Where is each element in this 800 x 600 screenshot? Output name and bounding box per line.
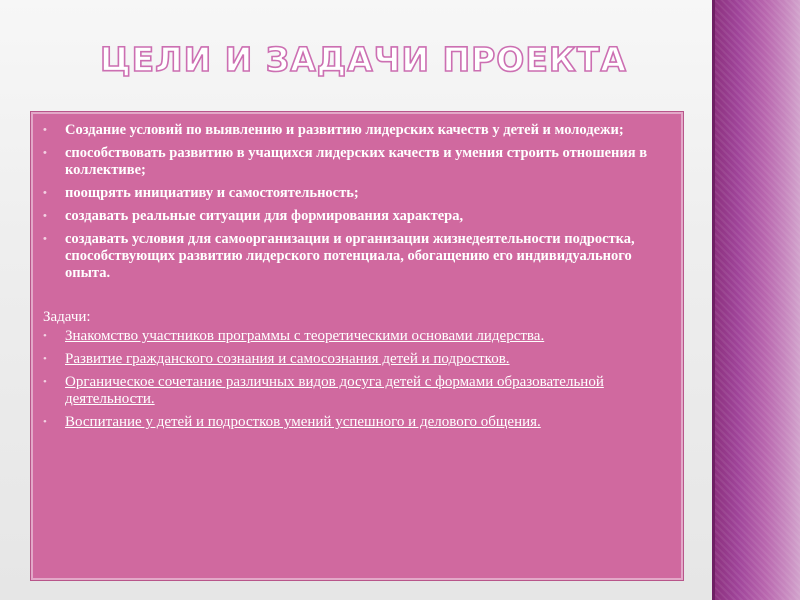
task-item-4 xyxy=(43,414,669,431)
goal-text: поощрять инициативу и самостоятельность; xyxy=(65,185,359,201)
goal-item-3 xyxy=(43,185,669,202)
task-link[interactable]: Развитие гражданского сознания и самосознания детей и подростков. xyxy=(65,351,510,367)
tasks-list xyxy=(43,328,669,431)
bullet-icon: • xyxy=(43,187,47,199)
goal-item-5 xyxy=(43,231,669,282)
goal-item-2 xyxy=(43,145,669,179)
goal-item-1 xyxy=(43,122,669,139)
bullet-icon: • xyxy=(43,147,47,159)
task-item-2 xyxy=(43,351,669,368)
bullet-icon: • xyxy=(43,416,47,428)
content-box xyxy=(31,112,683,580)
task-link[interactable]: Воспитание у детей и подростков умений успешного и делового общения. xyxy=(65,414,541,430)
task-item-3 xyxy=(43,374,669,408)
bullet-icon: • xyxy=(43,233,47,245)
goal-item-4 xyxy=(43,208,669,225)
task-link[interactable]: Знакомство участников программы с теоретическими основами лидерства. xyxy=(65,328,545,344)
side-decoration-stripe xyxy=(712,0,800,600)
goal-text: способствовать развитию в учащихся лидерских качеств и умения строить отношения в коллективе; xyxy=(65,145,648,178)
goal-text: Создание условий по выявлению и развитию лидерских качеств у детей и молодежи; xyxy=(65,122,624,138)
bullet-icon: • xyxy=(43,210,47,222)
goal-text: создавать реальные ситуации для формирования характера, xyxy=(65,208,464,224)
bullet-icon: • xyxy=(43,376,47,388)
slide-title: ЦЕЛИ И ЗАДАЧИ ПРОЕКТА xyxy=(100,40,627,79)
tasks-heading: Задачи: xyxy=(43,309,91,325)
task-link[interactable]: Органическое сочетание различных видов досуга детей с формами образовательной деятельности. xyxy=(65,374,604,407)
bullet-icon: • xyxy=(43,353,47,365)
goals-list xyxy=(43,122,669,282)
goal-text: создавать условия для самоорганизации и организации жизнедеятельности подростка, способствующих развитию лидерского потенциала, обогащению его индивидуального опыта. xyxy=(65,231,635,281)
bullet-icon: • xyxy=(43,124,47,136)
bullet-icon: • xyxy=(43,330,47,342)
task-item-1 xyxy=(43,328,669,345)
side-stripe-edge xyxy=(712,0,715,600)
